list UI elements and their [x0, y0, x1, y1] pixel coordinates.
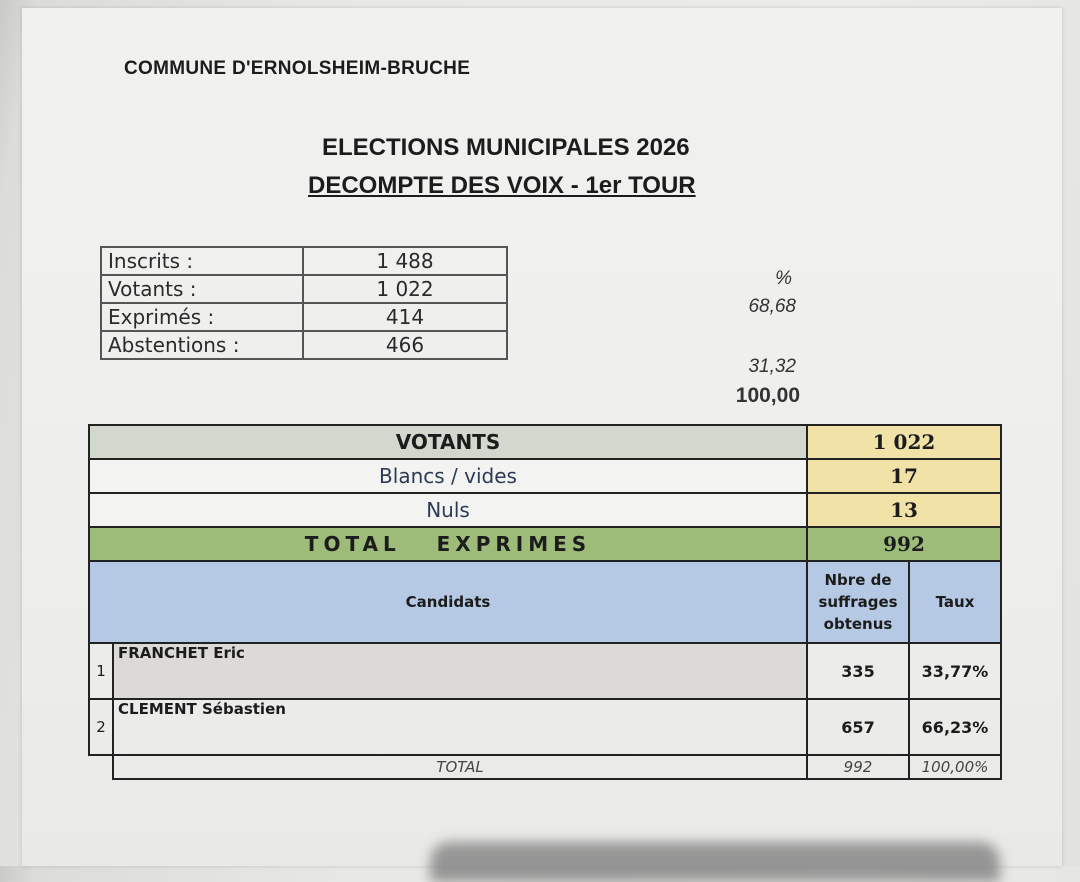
column-header-suffrages: [807, 561, 909, 643]
stats-value: 1 022: [303, 275, 507, 303]
stats-row-abstentions: [101, 331, 507, 359]
foreground-shadow: [430, 842, 1000, 882]
candidate-taux: 66,23%: [909, 699, 1001, 755]
stats-row-inscrits: [101, 247, 507, 275]
stats-label: Abstentions :: [101, 331, 303, 359]
candidate-number: 1: [89, 643, 113, 699]
results-total-row: [89, 755, 1001, 779]
header-line: suffrages: [818, 593, 898, 611]
candidate-row: [89, 699, 1001, 755]
summary-row-nuls: [89, 493, 1001, 527]
commune-name: COMMUNE D'ERNOLSHEIM-BRUCHE: [124, 58, 471, 79]
stats-value: 1 488: [303, 247, 507, 275]
stats-table: [100, 246, 508, 360]
results-total-taux: 100,00%: [909, 755, 1001, 779]
candidate-votes: 657: [807, 699, 909, 755]
stats-value: 466: [303, 331, 507, 359]
stats-label: Votants :: [101, 275, 303, 303]
summary-value: 992: [807, 527, 1001, 561]
summary-row-votants: [89, 425, 1001, 459]
count-title: DECOMPTE DES VOIX - 1er TOUR: [308, 172, 696, 199]
header-line: Nbre de: [824, 571, 892, 589]
candidate-name: CLEMENT Sébastien: [113, 699, 807, 755]
candidate-name: FRANCHET Eric: [113, 643, 807, 699]
summary-label: Blancs / vides: [89, 459, 807, 493]
stats-row-exprimes: [101, 303, 507, 331]
summary-value: 1 022: [807, 425, 1001, 459]
percent-abstentions: 31,32: [748, 356, 796, 377]
stats-row-votants: [101, 275, 507, 303]
summary-label: Nuls: [89, 493, 807, 527]
percent-total: 100,00: [735, 384, 800, 407]
results-header-row: [89, 561, 1001, 643]
column-header-candidats: Candidats: [89, 561, 807, 643]
percent-header: %: [775, 268, 792, 289]
results-total-label: TOTAL: [113, 755, 807, 779]
summary-value: 13: [807, 493, 1001, 527]
election-title: ELECTIONS MUNICIPALES 2026: [322, 134, 690, 161]
stats-label: Inscrits :: [101, 247, 303, 275]
stats-value: 414: [303, 303, 507, 331]
summary-label: TOTAL EXPRIMES: [89, 527, 807, 561]
candidate-votes: 335: [807, 643, 909, 699]
summary-value: 17: [807, 459, 1001, 493]
percent-votants: 68,68: [748, 296, 796, 317]
candidate-taux: 33,77%: [909, 643, 1001, 699]
header-line: obtenus: [823, 615, 893, 633]
candidate-row: [89, 643, 1001, 699]
column-header-taux: Taux: [909, 561, 1001, 643]
summary-label: VOTANTS: [89, 425, 807, 459]
empty-cell: [89, 755, 113, 779]
results-total-votes: 992: [807, 755, 909, 779]
stats-label: Exprimés :: [101, 303, 303, 331]
results-table: [88, 424, 1002, 780]
summary-row-blancs: [89, 459, 1001, 493]
summary-row-total-exprimes: [89, 527, 1001, 561]
candidate-number: 2: [89, 699, 113, 755]
